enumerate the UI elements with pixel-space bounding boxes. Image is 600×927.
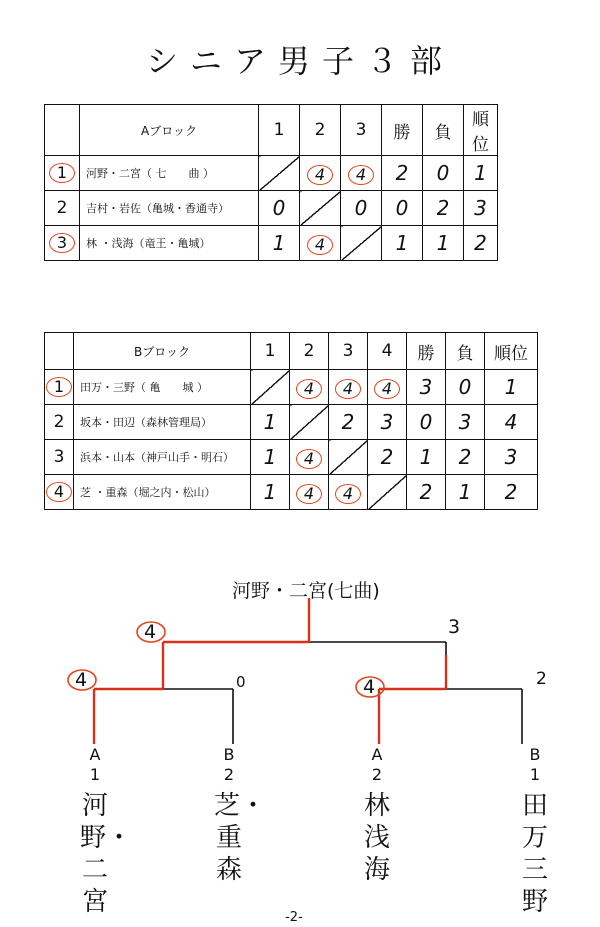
seed-number: 1 xyxy=(46,377,72,397)
block-b-table xyxy=(44,332,538,510)
col-header: 勝 xyxy=(382,105,423,156)
score-value: 3 xyxy=(504,445,518,469)
score-value: 0 xyxy=(458,375,472,399)
table-header-row xyxy=(45,333,538,370)
table-row xyxy=(45,226,498,261)
score-cell xyxy=(446,475,485,510)
score-value: 0 xyxy=(354,196,368,220)
score-cell xyxy=(382,191,423,226)
score-cell xyxy=(290,370,329,405)
team-name: 吉村・岩佐（亀城・香通寺） xyxy=(80,191,259,226)
score-cell xyxy=(368,370,407,405)
col-header: 4 xyxy=(368,333,407,370)
semi1-right-score: 0 xyxy=(236,673,246,691)
score-value: 3 xyxy=(419,375,433,399)
score-cell xyxy=(329,440,368,475)
team-name: 坂本・田辺（森林管理局） xyxy=(74,405,251,440)
seed-number: 1 xyxy=(49,163,75,183)
score-value: 4 xyxy=(307,165,333,185)
col-header: 3 xyxy=(341,105,382,156)
score-cell xyxy=(341,226,382,261)
score-cell xyxy=(423,156,464,191)
score-value: 1 xyxy=(263,480,277,504)
seed-cell xyxy=(45,475,74,510)
score-cell xyxy=(300,156,341,191)
score-cell xyxy=(423,191,464,226)
seed-cell xyxy=(45,156,80,191)
table-row xyxy=(45,370,538,405)
final-right-score: 3 xyxy=(448,616,461,638)
score-value: 2 xyxy=(474,231,487,255)
score-cell xyxy=(259,156,300,191)
col-header: 2 xyxy=(300,105,341,156)
score-cell xyxy=(446,370,485,405)
score-cell xyxy=(341,156,382,191)
score-value: 3 xyxy=(380,410,394,434)
score-cell xyxy=(251,475,290,510)
entry-name: 河野・二宮 xyxy=(80,791,133,917)
entry-rank: 2 xyxy=(371,765,383,784)
score-value: 1 xyxy=(263,445,277,469)
score-cell xyxy=(407,475,446,510)
score-cell xyxy=(290,475,329,510)
table-header-row xyxy=(45,105,498,156)
seed-cell xyxy=(45,440,74,475)
table-row xyxy=(45,405,538,440)
score-cell xyxy=(300,191,341,226)
score-cell xyxy=(251,370,290,405)
score-cell xyxy=(485,440,538,475)
score-value: 3 xyxy=(458,410,472,434)
seed-cell xyxy=(45,405,74,440)
page-number: -2- xyxy=(285,910,303,925)
score-value: 3 xyxy=(474,196,487,220)
score-value: 0 xyxy=(436,161,450,185)
score-cell xyxy=(485,405,538,440)
entry-rank: 1 xyxy=(529,765,541,784)
col-header: 負 xyxy=(423,105,464,156)
entry-name: 田万三野 xyxy=(521,791,548,917)
block-a-table xyxy=(44,104,498,261)
score-value: 1 xyxy=(395,231,409,255)
score-value: 1 xyxy=(458,480,472,504)
score-value: 1 xyxy=(474,161,487,185)
seed-number: 4 xyxy=(46,482,72,502)
score-value: 2 xyxy=(395,161,409,185)
table-row xyxy=(45,191,498,226)
score-cell xyxy=(251,440,290,475)
score-cell xyxy=(485,370,538,405)
score-cell xyxy=(407,405,446,440)
semi2-left-score: 4 xyxy=(363,676,376,698)
col-header: 1 xyxy=(251,333,290,370)
entry-block: A xyxy=(371,745,383,764)
score-cell xyxy=(446,405,485,440)
col-header: 3 xyxy=(329,333,368,370)
col-header: 2 xyxy=(290,333,329,370)
score-value: 4 xyxy=(307,235,333,255)
table-row xyxy=(45,156,498,191)
score-value: 1 xyxy=(419,445,433,469)
seed-header xyxy=(45,105,80,156)
table-row xyxy=(45,440,538,475)
entry-name: 林浅海 xyxy=(363,791,390,885)
team-name: 浜本・山本（神戸山手・明石） xyxy=(74,440,251,475)
score-cell xyxy=(423,226,464,261)
page-title: シニア男子３部 xyxy=(145,42,454,80)
final-left-score: 4 xyxy=(144,621,157,643)
score-value: 1 xyxy=(263,410,277,434)
score-value: 4 xyxy=(374,379,400,399)
entry-rank: 2 xyxy=(223,765,235,784)
score-cell xyxy=(259,191,300,226)
seed-cell xyxy=(45,226,80,261)
col-header: 勝 xyxy=(407,333,446,370)
entry-block: B xyxy=(223,745,235,764)
score-cell xyxy=(290,440,329,475)
col-header: 順位 xyxy=(485,333,538,370)
entry-rank: 1 xyxy=(89,765,101,784)
block-name: Bブロック xyxy=(74,333,251,370)
score-value: 0 xyxy=(272,196,286,220)
block-name: Aブロック xyxy=(80,105,259,156)
score-cell xyxy=(329,370,368,405)
score-value: 2 xyxy=(504,480,518,504)
score-value: 2 xyxy=(380,445,394,469)
score-cell xyxy=(300,226,341,261)
score-cell xyxy=(464,226,498,261)
score-value: 2 xyxy=(436,196,450,220)
score-cell xyxy=(259,226,300,261)
team-name: 林 ・浅海（竜王・亀城） xyxy=(80,226,259,261)
team-name: 田万・三野（ 亀 城 ） xyxy=(74,370,251,405)
seed-number: 2 xyxy=(53,412,65,432)
score-value: 2 xyxy=(341,410,355,434)
score-value: 1 xyxy=(436,231,450,255)
score-cell xyxy=(464,191,498,226)
score-cell xyxy=(368,440,407,475)
score-cell xyxy=(251,405,290,440)
score-cell xyxy=(382,156,423,191)
score-value: 4 xyxy=(296,449,322,469)
score-value: 4 xyxy=(335,379,361,399)
team-name: 芝 ・重森（堀之内・松山） xyxy=(74,475,251,510)
score-cell xyxy=(341,191,382,226)
score-value: 4 xyxy=(504,410,518,434)
bracket-winner: 河野・二宮(七曲) xyxy=(232,580,380,602)
col-header: 1 xyxy=(259,105,300,156)
score-value: 0 xyxy=(395,196,409,220)
score-value: 2 xyxy=(458,445,472,469)
score-cell xyxy=(446,440,485,475)
seed-cell xyxy=(45,370,74,405)
score-cell xyxy=(464,156,498,191)
table-row xyxy=(45,475,538,510)
seed-number: 3 xyxy=(49,233,75,253)
score-value: 4 xyxy=(296,484,322,504)
semi1-left-score: 4 xyxy=(75,669,88,691)
team-name: 河野・二宮（ 七 曲 ） xyxy=(80,156,259,191)
semi2-right-score: 2 xyxy=(536,669,547,689)
col-header: 負 xyxy=(446,333,485,370)
score-cell xyxy=(290,405,329,440)
score-value: 4 xyxy=(348,165,374,185)
score-value: 1 xyxy=(272,231,286,255)
col-header: 順位 xyxy=(464,105,498,156)
seed-header xyxy=(45,333,74,370)
score-value: 4 xyxy=(296,379,322,399)
seed-cell xyxy=(45,191,80,226)
score-cell xyxy=(485,475,538,510)
seed-number: 3 xyxy=(53,447,65,467)
score-value: 4 xyxy=(335,484,361,504)
entry-block: B xyxy=(529,745,541,764)
seed-number: 2 xyxy=(56,198,68,218)
entry-name: 芝・重森 xyxy=(214,791,267,885)
score-cell xyxy=(329,475,368,510)
score-value: 1 xyxy=(504,375,518,399)
score-cell xyxy=(368,405,407,440)
score-cell xyxy=(368,475,407,510)
score-value: 2 xyxy=(419,480,433,504)
score-cell xyxy=(407,370,446,405)
score-cell xyxy=(329,405,368,440)
score-cell xyxy=(382,226,423,261)
score-cell xyxy=(407,440,446,475)
score-value: 0 xyxy=(419,410,433,434)
entry-block: A xyxy=(89,745,101,764)
